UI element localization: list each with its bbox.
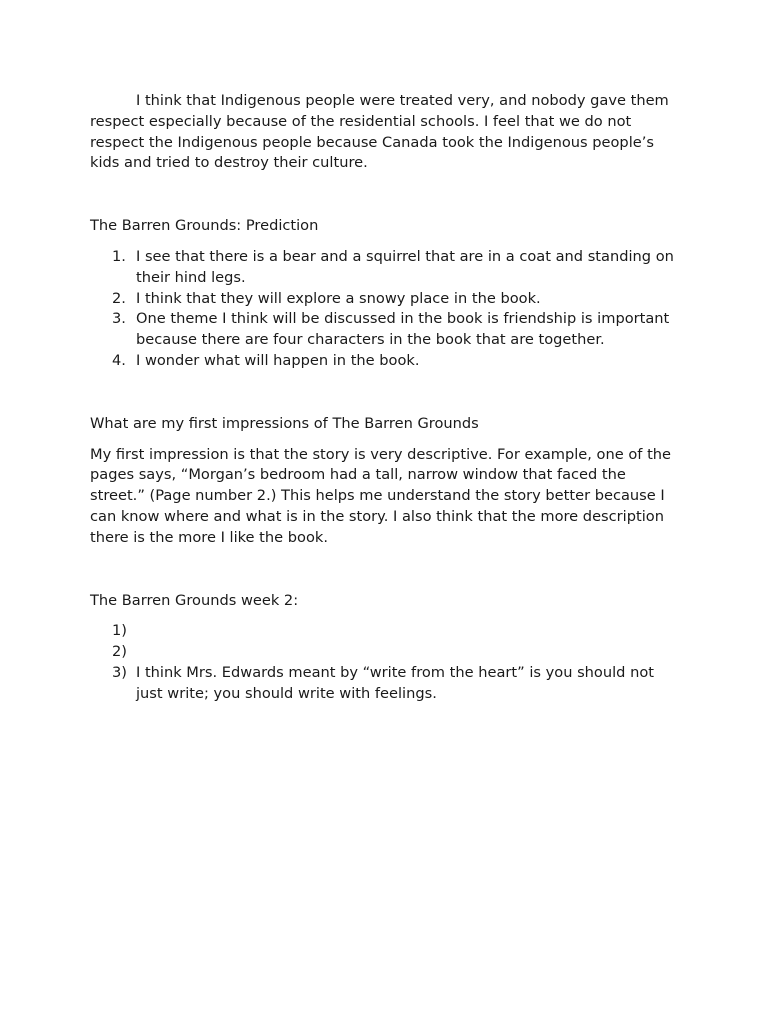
list-item-marker: 4. <box>112 351 126 369</box>
list-item-text: I see that there is a bear and a squirrel that are in a coat and standing on their hind legs. <box>136 247 674 286</box>
list-item-marker: 3) <box>112 663 127 681</box>
list-item <box>90 642 680 663</box>
list-item-marker: 1) <box>112 622 127 640</box>
list-item <box>90 247 680 289</box>
list-item-text: I wonder what will happen in the book. <box>136 351 420 369</box>
document-body <box>90 91 680 705</box>
list-item <box>90 309 680 351</box>
list-item-marker: 1. <box>112 247 126 265</box>
intro-paragraph: I think that Indigenous people were treated very, and nobody gave them respect especially because of the residential schools. I feel that we do not respect the Indigenous people because Canada took the Indigenous people’s kids and tried to destroy their culture. <box>90 92 669 172</box>
list-item <box>90 621 680 642</box>
list-item <box>90 289 680 310</box>
list-item <box>90 351 680 372</box>
impressions-heading: What are my first impressions of The Barren Grounds <box>90 414 479 432</box>
list-item-marker: 2) <box>112 643 127 661</box>
prediction-list <box>90 247 680 372</box>
list-item-text: I think that they will explore a snowy place in the book. <box>136 289 541 307</box>
prediction-heading: The Barren Grounds: Prediction <box>90 217 319 235</box>
list-item-marker: 2. <box>112 289 126 307</box>
list-item <box>90 663 680 705</box>
week2-heading: The Barren Grounds week 2: <box>90 591 299 609</box>
week2-list <box>90 621 680 704</box>
list-item-text: I think Mrs. Edwards meant by “write from the heart” is you should not just write; you should write with feelings. <box>136 663 654 702</box>
list-item-marker: 3. <box>112 310 126 328</box>
impressions-paragraph: My first impression is that the story is very descriptive. For example, one of the pages says, “Morgan’s bedroom had a tall, narrow window that faced the street.” (Page number 2.) This helps me understand the story better because I can know where and what is in the story. I also think that the more description there is the more I like the book. <box>90 445 672 546</box>
list-item-text: One theme I think will be discussed in the book is friendship is important because there are four characters in the book that are together. <box>136 310 670 349</box>
